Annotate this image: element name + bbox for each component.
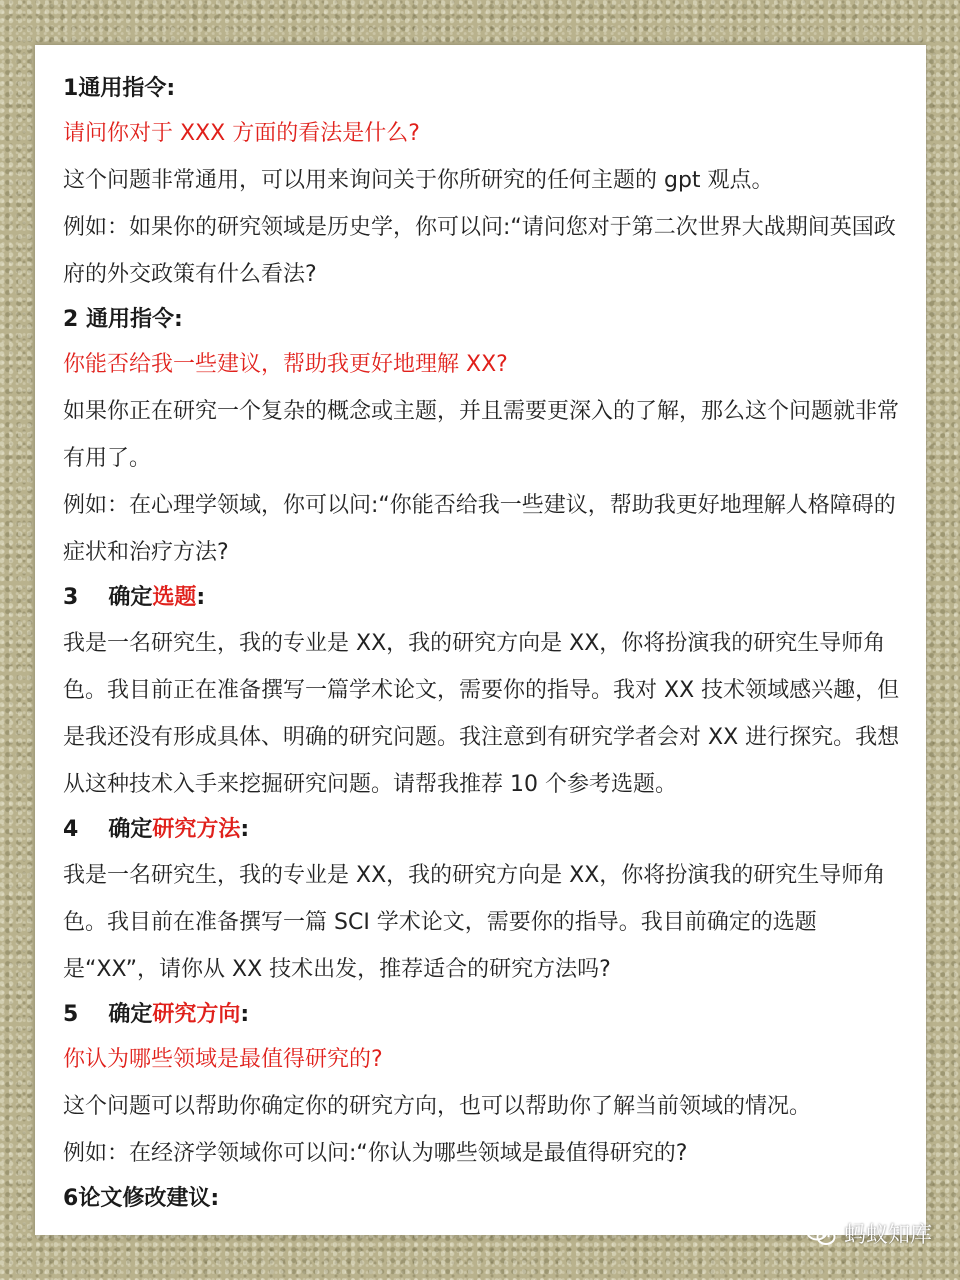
section-5-paragraph-1: 这个问题可以帮助你确定你的研究方向，也可以帮助你了解当前领域的情况。 [63,1094,812,1119]
section-6-heading [63,1177,900,1221]
section-number: 6 [63,1186,79,1211]
section-2-question: 你能否给我一些建议，帮助我更好地理解 XX? [63,352,508,377]
section-5-heading [63,993,900,1037]
watermark [806,1218,932,1249]
section-2-paragraph-1: 如果你正在研究一个复杂的概念或主题，并且需要更深入的了解，那么这个问题就非常有用了。 [63,399,900,471]
section-number: 2 [63,307,79,332]
section-1-question: 请问你对于 XXX 方面的看法是什么? [63,121,420,146]
section-number: 3 [63,585,79,610]
section-title: 通用指令: [78,76,176,101]
section-number: 5 [63,1002,79,1027]
section-2-paragraph-2: 例如：在心理学领域，你可以问:“你能否给我一些建议，帮助我更好地理解人格障碍的症状和治疗方法? [63,493,896,565]
section-1-heading [63,67,900,111]
section-title-suffix: : [240,1002,250,1027]
section-3-heading [63,576,900,620]
section-number: 4 [63,817,79,842]
section-title: 通用指令: [85,307,183,332]
section-title-prefix: 确定 [108,1002,153,1027]
section-2-heading [63,298,900,342]
document-card [35,45,926,1235]
section-title: 论文修改建议: [78,1186,220,1211]
section-1-paragraph-1: 这个问题非常通用，可以用来询问关于你所研究的任何主题的 gpt 观点。 [63,168,774,193]
section-4-heading [63,808,900,852]
wechat-icon [806,1221,836,1247]
watermark-text: 蚂蚁知库 [843,1223,932,1248]
document-content [63,67,900,1221]
section-4-paragraph-1: 我是一名研究生，我的专业是 XX，我的研究方向是 XX，你将扮演我的研究生导师角色。我目前在准备撰写一篇 SCI 学术论文，需要你的指导。我目前确定的选题是“XX”，请你从 XX 技术出发，推荐适合的研究方法吗? [63,863,886,982]
section-number: 1 [63,76,79,101]
section-1-paragraph-2: 例如：如果你的研究领域是历史学，你可以问:“请问您对于第二次世界大战期间英国政府的外交政策有什么看法? [63,215,896,287]
section-5-paragraph-2: 例如：在经济学领域你可以问:“你认为哪些领域是最值得研究的? [63,1141,688,1166]
section-title-suffix: : [196,585,206,610]
section-3-paragraph-1: 我是一名研究生，我的专业是 XX，我的研究方向是 XX，你将扮演我的研究生导师角色。我目前正在准备撰写一篇学术论文，需要你的指导。我对 XX 技术领域感兴趣，但是我还没有形成具体、明确的研究问题。我注意到有研究学者会对 XX 进行探究。我想从这种技术入手来挖掘研究问题。请帮我推荐 10 个参考选题。 [63,631,900,797]
section-title-prefix: 确定 [108,817,153,842]
section-title-highlight: 研究方法 [152,817,241,842]
section-title-highlight: 研究方向 [152,1002,241,1027]
section-title-highlight: 选题 [152,585,197,610]
section-title-prefix: 确定 [108,585,153,610]
section-5-question: 你认为哪些领域是最值得研究的? [63,1047,383,1072]
section-title-suffix: : [240,817,250,842]
